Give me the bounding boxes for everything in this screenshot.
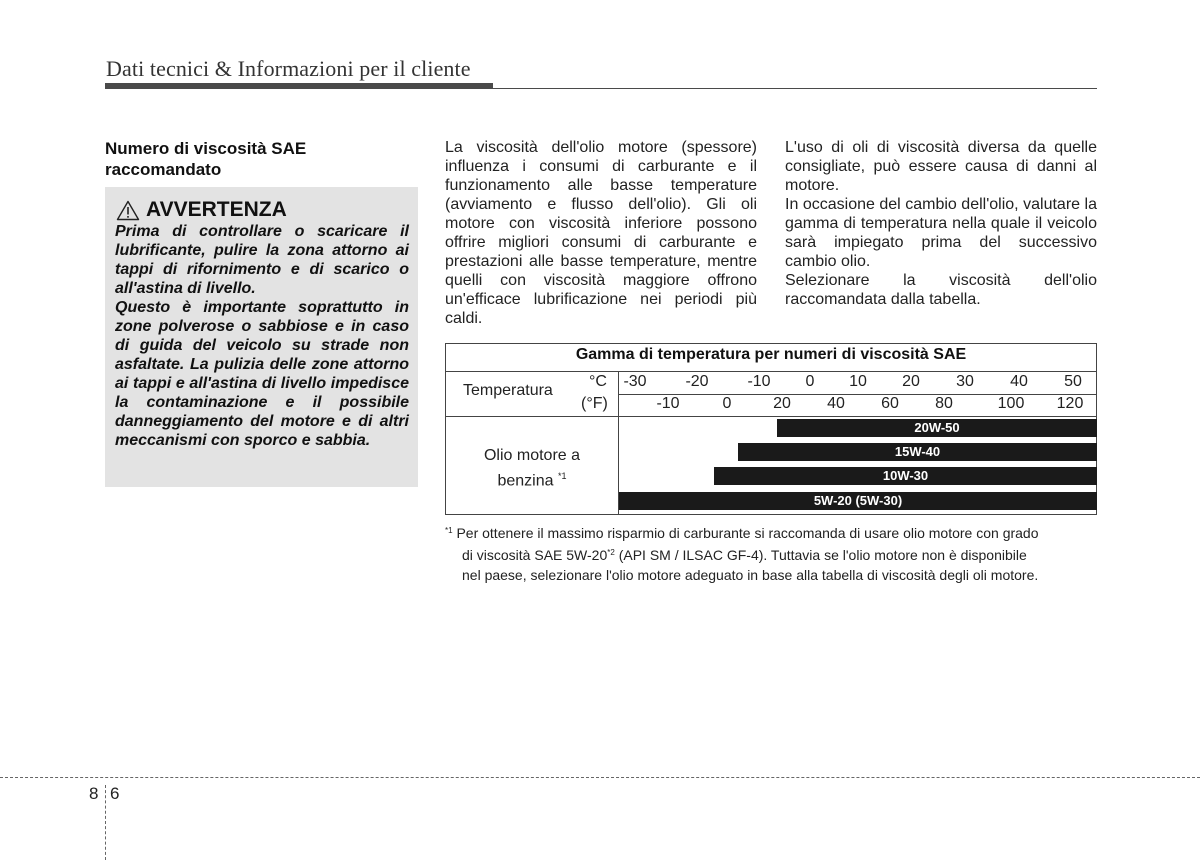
right-paragraph-1: L'uso di oli di viscosità diversa da quelle consigliate, può essere causa di danni al motore.: [785, 139, 1097, 194]
temperature-label: Temperatura: [463, 382, 553, 399]
footnote-line3: nel paese, selezionare l'olio motore adeguato in base alla tabella di viscosità degli oli motore.: [462, 567, 1039, 583]
column-right: [785, 138, 1097, 309]
grade-label-5w20: 5W-20 (5W-30): [813, 493, 903, 508]
table-header-rule: [445, 416, 1097, 417]
celsius-tick: 20: [902, 373, 920, 390]
fahrenheit-tick: 120: [1056, 395, 1084, 412]
warning-title-label: AVVERTENZA: [146, 198, 287, 221]
celsius-tick: 40: [1010, 373, 1028, 390]
celsius-unit: °C: [589, 373, 607, 390]
right-paragraph-3: Selezionare la viscosità dell'olio raccomandata dalla tabella.: [785, 272, 1097, 308]
table-title-rule: [445, 371, 1097, 372]
table-title: Gamma di temperatura per numeri di viscosità SAE: [575, 346, 967, 363]
grade-bar-15w40: [738, 443, 1097, 461]
middle-paragraph: La viscosità dell'olio motore (spessore) influenza i consumi di carburante e il funzionamento alle basse temperature (avviamento e flusso dell'olio). Gli oli motore con viscosità inferiore possono offrire migliori consumi di carburante e prestazioni alle basse temperature, mentre quelli con viscosità maggiore offrono un'efficace lubrificazione nei periodi più caldi.: [445, 139, 757, 327]
oil-row-label-line1: Olio motore a: [483, 447, 581, 464]
celsius-tick: -10: [747, 373, 771, 390]
oil-row-label-line2: benzina $^{*1}$: [497, 471, 567, 490]
grade-bar-10w30: [714, 467, 1097, 485]
warning-triangle-icon: [116, 200, 140, 221]
celsius-scale: [0, 373, 1200, 393]
footnote-marker: *1: [445, 526, 453, 535]
oil-row-label: [445, 446, 619, 491]
fahrenheit-tick: 80: [935, 395, 953, 412]
header-title: Dati tecnici & Informazioni per il cliente: [106, 56, 471, 81]
footnote-line1: $^{*1}$ Per ottenere il massimo risparmio di carburante si raccomanda di usare olio motore con grado: [445, 525, 1039, 541]
celsius-tick: -20: [685, 373, 709, 390]
warning-title: [116, 198, 287, 222]
warning-text: [115, 222, 409, 450]
oil-row-footnote-mark: *1: [557, 471, 567, 481]
section-heading-line2: raccomandato: [105, 160, 222, 179]
celsius-tick: -30: [623, 373, 647, 390]
celsius-tick: 0: [805, 373, 815, 390]
grade-bar-20w50: [777, 419, 1097, 437]
grade-bar-5w20: [619, 492, 1097, 510]
right-paragraph-2: In occasione del cambio dell'olio, valutare la gamma di temperatura nella quale il veicolo sarà impiegato prima del successivo cambio olio.: [785, 196, 1097, 270]
page-section-number: 8: [89, 784, 99, 803]
footnote-line2: di viscosità SAE 5W-20$^{*2}$ (API SM / ILSAC GF-4). Tuttavia se l'olio motore non è disponibile: [462, 547, 1027, 563]
celsius-tick: 10: [849, 373, 867, 390]
grade-label-20w50: 20W-50: [914, 420, 960, 435]
grade-label-10w30: 10W-30: [882, 468, 929, 483]
footer-dashed-divider: [105, 785, 106, 860]
fahrenheit-tick: 100: [997, 395, 1025, 412]
fahrenheit-tick: -10: [656, 395, 680, 412]
fahrenheit-tick: 60: [881, 395, 899, 412]
footer-dashed-rule: [0, 777, 1200, 778]
page-number: 6: [110, 784, 120, 803]
celsius-tick: 30: [956, 373, 974, 390]
footnote: [445, 521, 1105, 585]
header-rule-thin: [105, 88, 1097, 89]
warning-paragraph-2: Questo è importante soprattutto in zone polverose o sabbiose e in caso di guida del veicolo su strade non asfaltate. La pulizia delle zone attorno ai tappi e all'astina di livello impedisce la contaminazione e il possibile danneggiamento del motore e di altri meccanismi con sporco e sabbia.: [115, 299, 409, 449]
section-heading: [105, 138, 405, 180]
fahrenheit-unit: (°F): [581, 395, 608, 412]
fahrenheit-tick: 40: [827, 395, 845, 412]
fahrenheit-scale: [0, 395, 1200, 415]
fahrenheit-tick: 20: [773, 395, 791, 412]
grade-label-15w40: 15W-40: [894, 444, 941, 459]
column-middle: [445, 138, 757, 328]
fahrenheit-tick: 0: [722, 395, 732, 412]
celsius-tick: 50: [1064, 373, 1082, 390]
warning-paragraph-1: Prima di controllare o scaricare il lubrificante, pulire la zona attorno ai tappi di rifornimento e di scarico o all'astina di livello.: [115, 223, 409, 297]
section-heading-line1: Numero di viscosità SAE: [105, 139, 307, 158]
footnote-mark-2: *2: [607, 548, 615, 557]
